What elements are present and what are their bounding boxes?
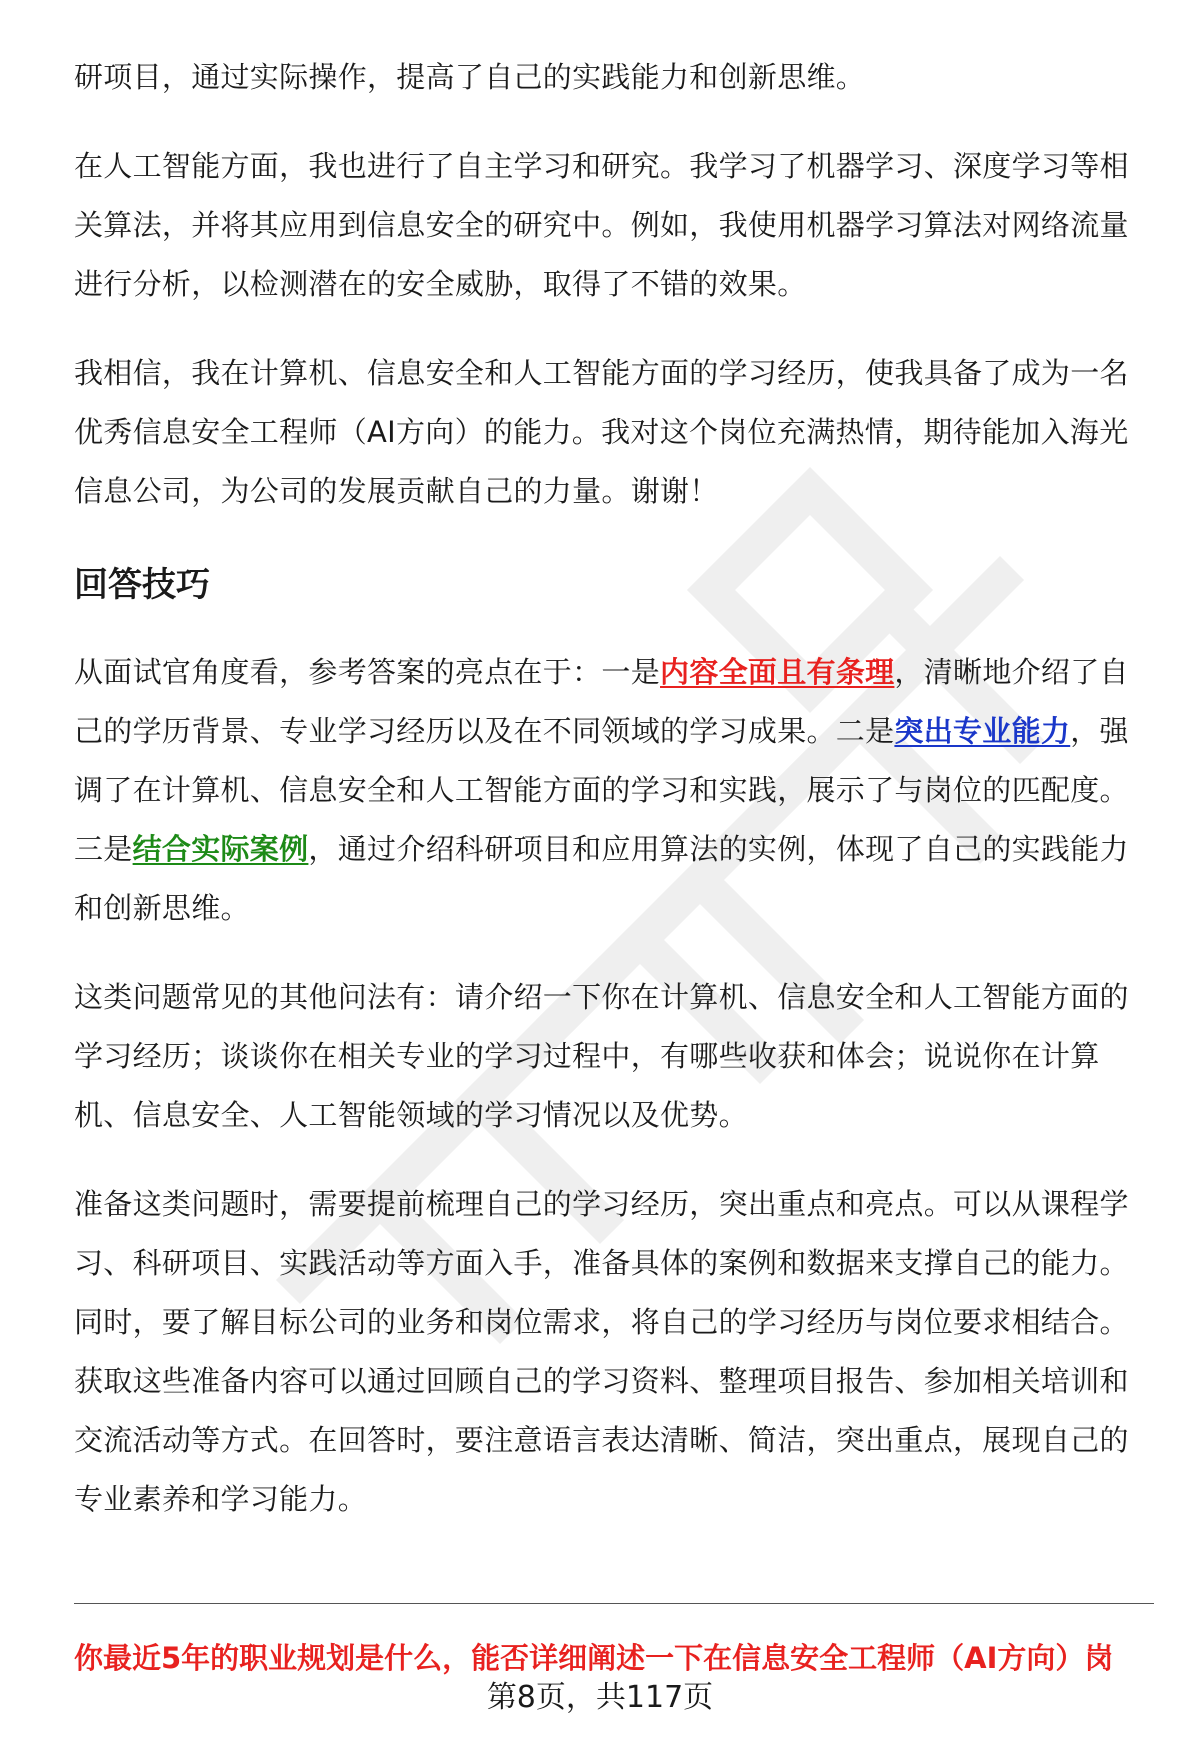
tips-text-part1: 从面试官角度看，参考答案的亮点在于：一是 — [74, 655, 661, 689]
page-number: 第8页，共117页 — [486, 1680, 714, 1715]
highlight-cases: 结合实际案例 — [132, 832, 309, 866]
footer-divider — [74, 1603, 1154, 1604]
next-question-title: 你最近5年的职业规划是什么，能否详细阐述一下在信息安全工程师（AI方向）岗 — [74, 1641, 1114, 1675]
paragraph-conclusion: 我相信，我在计算机、信息安全和人工智能方面的学习经历，使我具备了成为一名优秀信息安全工程师（AI方向）的能力。我对这个岗位充满热情，期待能加入海光信息公司，为公司的发展贡献自己的力量。谢谢！ — [74, 356, 1129, 508]
tips-text-part4: ，通过介绍科研项目和应用算法的实例，体现了自己的实践能力和创新思维。 — [74, 832, 1129, 925]
tips-text-part2: ，清晰地介绍了自己的学历背景、专业学习经历以及在不同领域的学习成果。二是 — [74, 655, 1129, 748]
document-body — [74, 48, 1144, 1559]
paragraph-ai-study: 在人工智能方面，我也进行了自主学习和研究。我学习了机器学习、深度学习等相关算法，并将其应用到信息安全的研究中。例如，我使用机器学习算法对网络流量进行分析，以检测潜在的安全威胁，取得了不错的效果。 — [74, 149, 1129, 301]
paragraph-tips — [74, 643, 1144, 938]
section-heading-answer-tips: 回答技巧 — [74, 565, 210, 605]
paragraph-other-questions: 这类问题常见的其他问法有：请介绍一下你在计算机、信息安全和人工智能方面的学习经历；谈谈你在相关专业的学习过程中，有哪些收获和体会；说说你在计算机、信息安全、人工智能领域的学习情况以及优势。 — [74, 980, 1129, 1132]
tips-text-part3: ，强调了在计算机、信息安全和人工智能方面的学习和实践，展示了与岗位的匹配度。三是 — [74, 714, 1129, 866]
highlight-comprehensive: 内容全面且有条理 — [660, 655, 895, 689]
highlight-professional: 突出专业能力 — [894, 714, 1071, 748]
paragraph-research-continuation: 研项目，通过实际操作，提高了自己的实践能力和创新思维。 — [74, 60, 866, 94]
paragraph-preparation: 准备这类问题时，需要提前梳理自己的学习经历，突出重点和亮点。可以从课程学习、科研项目、实践活动等方面入手，准备具体的案例和数据来支撑自己的能力。同时，要了解目标公司的业务和岗位需求，将自己的学习经历与岗位要求相结合。获取这些准备内容可以通过回顾自己的学习资料、整理项目报告、参加相关培训和交流活动等方式。在回答时，要注意语言表达清晰、简洁，突出重点，展现自己的专业素养和学习能力。 — [74, 1187, 1129, 1516]
